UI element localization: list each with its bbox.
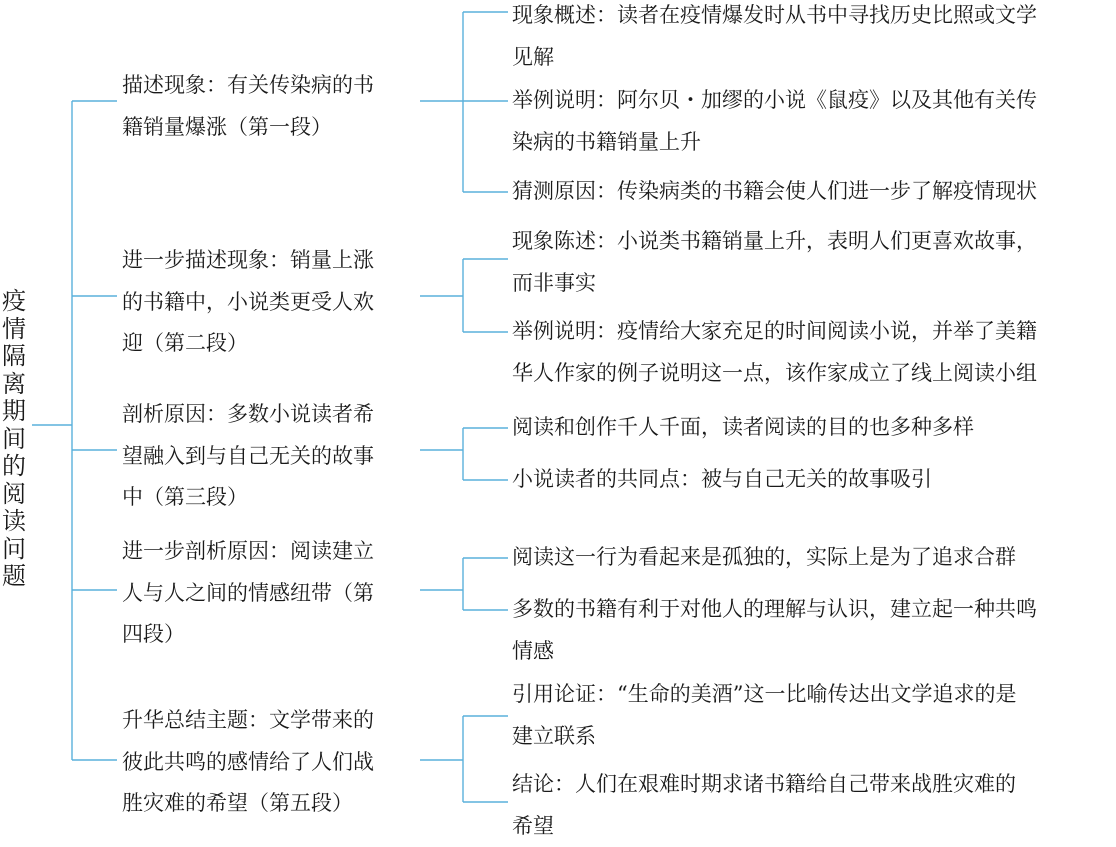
section-1-line-1: 描述现象：有关传染病的书 bbox=[122, 65, 420, 107]
section-node-2 bbox=[122, 240, 420, 365]
detail-node-4-1 bbox=[512, 537, 1116, 579]
section-4-line-3: 四段） bbox=[122, 614, 420, 656]
detail-node-4-2 bbox=[512, 589, 1116, 672]
detail-5-1-line-2: 建立联系 bbox=[512, 716, 1116, 758]
detail-node-3-2 bbox=[512, 459, 1116, 501]
section-4-line-1: 进一步剖析原因：阅读建立 bbox=[122, 531, 420, 573]
detail-3-1-line-1: 阅读和创作千人千面，读者阅读的目的也多种多样 bbox=[512, 407, 1116, 449]
detail-4-2-line-2: 情感 bbox=[512, 631, 1116, 673]
section-4-line-2: 人与人之间的情感纽带（第 bbox=[122, 573, 420, 615]
detail-5-1-line-1: 引用论证：“生命的美酒”这一比喻传达出文学追求的是 bbox=[512, 674, 1116, 716]
section-5-line-3: 胜灾难的希望（第五段） bbox=[122, 783, 420, 825]
section-5-line-2: 彼此共鸣的感情给了人们战 bbox=[122, 742, 420, 784]
detail-1-2-line-2: 染病的书籍销量上升 bbox=[512, 122, 1116, 164]
detail-3-2-line-1: 小说读者的共同点：被与自己无关的故事吸引 bbox=[512, 459, 1116, 501]
section-2-line-1: 进一步描述现象：销量上涨 bbox=[122, 240, 420, 282]
section-3-line-3: 中（第三段） bbox=[122, 477, 420, 519]
detail-4-2-line-1: 多数的书籍有利于对他人的理解与认识，建立起一种共鸣 bbox=[512, 589, 1116, 631]
section-3-line-2: 望融入到与自己无关的故事 bbox=[122, 436, 420, 478]
detail-node-5-1 bbox=[512, 674, 1116, 757]
root-node: 疫情隔离期间的阅读问题 bbox=[0, 288, 28, 591]
section-1-line-2: 籍销量爆涨（第一段） bbox=[122, 107, 420, 149]
detail-2-1-line-2: 而非事实 bbox=[512, 263, 1116, 305]
section-node-3 bbox=[122, 394, 420, 519]
section-node-5 bbox=[122, 700, 420, 825]
section-node-4 bbox=[122, 531, 420, 656]
detail-node-1-3 bbox=[512, 171, 1116, 213]
detail-node-3-1 bbox=[512, 407, 1116, 449]
detail-1-1-line-2: 见解 bbox=[512, 37, 1116, 79]
detail-2-1-line-1: 现象陈述：小说类书籍销量上升，表明人们更喜欢故事， bbox=[512, 221, 1116, 263]
detail-node-1-1 bbox=[512, 0, 1116, 78]
section-2-line-2: 的书籍中，小说类更受人欢 bbox=[122, 282, 420, 324]
section-3-line-1: 剖析原因：多数小说读者希 bbox=[122, 394, 420, 436]
detail-2-2-line-2: 华人作家的例子说明这一点，该作家成立了线上阅读小组 bbox=[512, 353, 1116, 395]
detail-5-2-line-2: 希望 bbox=[512, 806, 1116, 847]
section-5-line-1: 升华总结主题：文学带来的 bbox=[122, 700, 420, 742]
detail-node-2-2 bbox=[512, 311, 1116, 394]
detail-node-2-1 bbox=[512, 221, 1116, 304]
detail-1-3-line-1: 猜测原因：传染病类的书籍会使人们进一步了解疫情现状 bbox=[512, 171, 1116, 213]
section-node-1 bbox=[122, 65, 420, 148]
detail-5-2-line-1: 结论：人们在艰难时期求诸书籍给自己带来战胜灾难的 bbox=[512, 764, 1116, 806]
detail-1-2-line-1: 举例说明：阿尔贝・加缪的小说《鼠疫》以及其他有关传 bbox=[512, 80, 1116, 122]
section-2-line-3: 迎（第二段） bbox=[122, 323, 420, 365]
detail-1-1-line-1: 现象概述：读者在疫情爆发时从书中寻找历史比照或文学 bbox=[512, 0, 1116, 37]
detail-4-1-line-1: 阅读这一行为看起来是孤独的，实际上是为了追求合群 bbox=[512, 537, 1116, 579]
detail-node-1-2 bbox=[512, 80, 1116, 163]
detail-2-2-line-1: 举例说明：疫情给大家充足的时间阅读小说，并举了美籍 bbox=[512, 311, 1116, 353]
